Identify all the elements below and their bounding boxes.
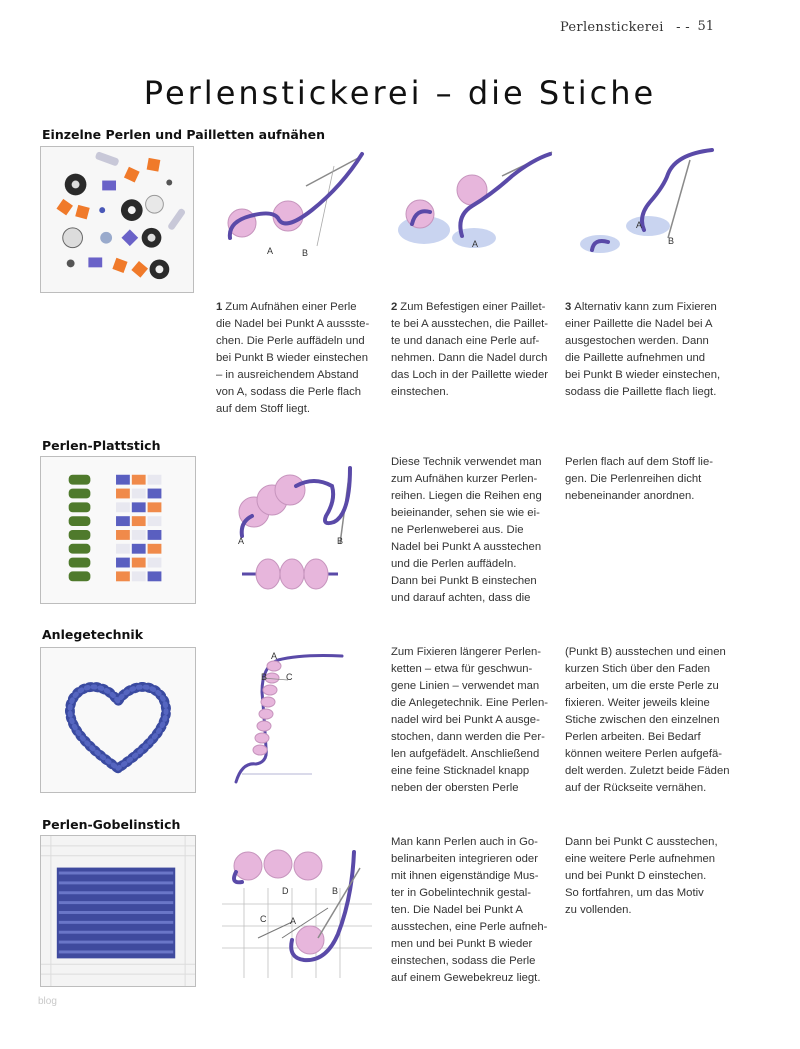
text-line: Nadel bei Punkt A ausstechen	[391, 541, 542, 553]
step-number: 3	[565, 301, 572, 313]
text-line: men und bei Punkt B wieder	[391, 938, 533, 950]
couching-heart-photo	[40, 647, 196, 793]
text-line: mit ihnen eigenständige Mus-	[391, 870, 539, 882]
text-line: gen. Die Perlenreihen dicht	[565, 473, 702, 485]
label-a: A	[271, 651, 278, 661]
text-line: stochen, dann werden die Per-	[391, 731, 545, 743]
text-line: Dann bei Punkt C ausstechen,	[565, 836, 718, 848]
text-line: und darauf achten, dass die	[391, 592, 531, 604]
diagram-gobelin	[222, 838, 372, 978]
text-line: zum Aufnähen kurzer Perlen-	[391, 473, 538, 485]
section-heading: Perlen-Plattstich	[42, 438, 161, 453]
step-line: te und danach eine Perle auf-	[391, 335, 540, 347]
step-line: chen. Die Perle auffädeln und	[216, 335, 365, 347]
step-line: te bei A ausstechen, die Paillet-	[391, 318, 549, 330]
text-line: auf einem Gewebekreuz liegt.	[391, 972, 541, 984]
step-line: – in ausreichendem Abstand	[216, 369, 359, 381]
diagram-sequin-only	[572, 146, 742, 266]
label-d: D	[282, 886, 289, 896]
gobelin-text-col2	[565, 834, 718, 919]
text-line: ausstechen, eine Perle aufneh-	[391, 921, 548, 933]
step-line: nehmen. Dann die Nadel durch	[391, 352, 548, 364]
couching-text-col2	[565, 644, 730, 797]
step-line: bei Punkt B wieder einstechen	[216, 352, 368, 364]
text-line: arbeiten, um die erste Perle zu	[565, 680, 719, 692]
text-line: Dann bei Punkt B einstechen	[391, 575, 537, 587]
text-line: Man kann Perlen auch in Go-	[391, 836, 538, 848]
gobelin-text-col1	[391, 834, 547, 987]
text-line: Perlen arbeiten. Bei Bedarf	[565, 731, 701, 743]
step-line: auf dem Stoff liegt.	[216, 403, 310, 415]
step-line: sodass die Paillette flach liegt.	[565, 386, 717, 398]
label-a: A	[267, 246, 274, 256]
text-line: und bei Punkt D einstechen.	[565, 870, 707, 882]
page-title: Perlenstickerei – die Stiche	[143, 74, 657, 112]
text-line: nadel wird bei Punkt A ausge-	[391, 714, 540, 726]
text-line: neben der obersten Perle	[391, 782, 519, 794]
step-number: 1	[216, 301, 223, 313]
label-b: B	[337, 536, 344, 546]
label-a: A	[472, 239, 479, 249]
section-heading: Anlegetechnik	[42, 627, 144, 642]
step-3-text	[565, 299, 720, 401]
running-title: Perlenstickerei	[559, 20, 664, 35]
text-line: ketten – etwa für geschwun-	[391, 663, 533, 675]
step-line: ausgestochen werden. Dann	[565, 335, 709, 347]
text-line: beieinander, sehen sie wie ei-	[391, 507, 540, 519]
text-line: fixieren. Weiter jeweils kleine	[565, 697, 710, 709]
text-line: nebeneinander anordnen.	[565, 490, 695, 502]
section-heading: Perlen-Gobelinstich	[42, 817, 181, 832]
couching-text-col1	[391, 644, 548, 797]
diagram-couching	[222, 644, 372, 784]
text-line: auf der Rückseite vernähen.	[565, 782, 707, 794]
text-line: Perlen flach auf dem Stoff lie-	[565, 456, 713, 468]
step-2-text	[391, 299, 548, 401]
step-line: Zum Befestigen einer Paillet-	[400, 301, 546, 313]
step-line: Alternativ kann zum Fixieren	[574, 301, 717, 313]
text-line: belinarbeiten integrieren oder	[391, 853, 538, 865]
satin-stitch-photo	[40, 456, 196, 604]
text-line: zu vollenden.	[565, 904, 632, 916]
sequins-beads-photo	[40, 146, 194, 293]
label-a: A	[238, 536, 245, 546]
text-line: können weitere Perlen aufgefä-	[565, 748, 723, 760]
text-line: reihen. Liegen die Reihen eng	[391, 490, 542, 502]
diagram-satin-stitch	[222, 460, 372, 600]
text-line: einstechen, sodass die Perle	[391, 955, 536, 967]
step-line: bei Punkt B wieder einstechen,	[565, 369, 721, 381]
label-b: B	[302, 248, 309, 258]
text-line: (Punkt B) ausstechen und einen	[565, 646, 726, 658]
label-b: B	[261, 672, 268, 682]
step-line: die Paillette aufnehmen und	[565, 352, 706, 364]
step-1-text	[216, 299, 369, 418]
diagram-single-bead	[212, 146, 382, 266]
label-c: C	[286, 672, 293, 682]
step-line: einer Paillette die Nadel bei A	[565, 318, 713, 330]
text-line: eine feine Sticknadel knapp	[391, 765, 530, 777]
running-separator: - -	[676, 20, 690, 35]
step-line: einstechen.	[391, 386, 449, 398]
label-b: B	[332, 886, 339, 896]
text-line: kurzen Stich über den Faden	[565, 663, 711, 675]
satin-stitch-text-col1	[391, 454, 542, 607]
step-line: die Nadel bei Punkt A aussste-	[216, 318, 370, 330]
text-line: die Anlegetechnik. Eine Perlen-	[391, 697, 549, 709]
step-line: Zum Aufnähen einer Perle	[225, 301, 357, 313]
text-line: So fortfahren, um das Motiv	[565, 887, 704, 899]
text-line: Stiche zwischen den einzelnen	[565, 714, 720, 726]
section-heading: Einzelne Perlen und Pailletten aufnähen	[42, 127, 326, 142]
watermark: blog	[38, 996, 57, 1007]
text-line: ten. Die Nadel bei Punkt A	[391, 904, 523, 916]
text-line: gene Linien – verwendet man	[391, 680, 540, 692]
satin-stitch-text-col2	[565, 454, 713, 505]
step-line: von A, sodass die Perle flach	[216, 386, 362, 398]
label-c: C	[260, 914, 267, 924]
text-line: Zum Fixieren längerer Perlen-	[391, 646, 542, 658]
step-line: das Loch in der Paillette wieder	[391, 369, 548, 381]
text-line: ter in Gobelintechnik gestal-	[391, 887, 532, 899]
text-line: ne Perlenweberei aus. Die	[391, 524, 524, 536]
text-line: Diese Technik verwendet man	[391, 456, 542, 468]
label-b: B	[668, 236, 675, 246]
diagram-sequin-bead	[392, 146, 562, 266]
text-line: len aufgefädelt. Anschließend	[391, 748, 540, 760]
label-a: A	[636, 220, 643, 230]
page-number: 51	[697, 19, 714, 34]
gobelin-photo	[40, 835, 196, 987]
text-line: delt werden. Zuletzt beide Fäden	[565, 765, 730, 777]
text-line: und die Perlen auffädeln.	[391, 558, 517, 570]
step-number: 2	[391, 301, 398, 313]
label-a: A	[290, 916, 297, 926]
text-line: eine weitere Perle aufnehmen	[565, 853, 716, 865]
running-head	[560, 20, 690, 35]
